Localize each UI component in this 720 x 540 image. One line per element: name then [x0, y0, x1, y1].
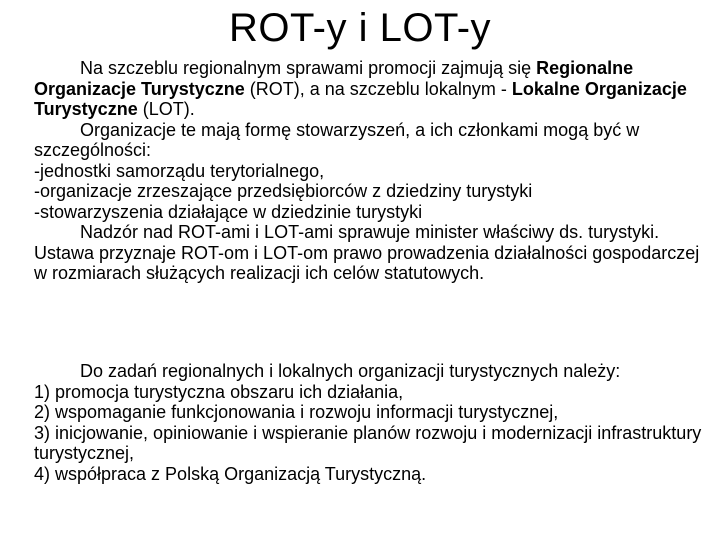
content-block-organizations [34, 58, 714, 284]
list-item: 4) współpraca z Polską Organizacją Turystyczną. [34, 463, 427, 484]
content-block-tasks [34, 361, 714, 484]
list-item: 1) promocja turystyczna obszaru ich działania, [34, 381, 404, 402]
list-item: -organizacje zrzeszające przedsiębiorców z dziedziny turystyki [34, 181, 533, 201]
intro-text-1: Na szczeblu regionalnym sprawami promocji zajmują się [80, 58, 537, 78]
term-rot: Regionalne Organizacje Turystyczne [34, 58, 634, 99]
paragraph-tasks-intro: Do zadań regionalnych i lokalnych organizacji turystycznych należy: [80, 361, 621, 381]
list-item: -jednostki samorządu terytorialnego, [34, 160, 325, 181]
list-item: -stowarzyszenia działające w dziedzinie turystyki [34, 201, 423, 222]
paragraph-supervision: Nadzór nad ROT-ami i LOT-ami sprawuje minister właściwy ds. turystyki. Ustawa przyznaje ROT-om i LOT-om prawo prowadzenia działalności gospodarczej w rozmiarach służących realizacji ich celów statutowych. [34, 222, 700, 283]
slide-title: ROT-y i LOT-y [228, 6, 492, 50]
paragraph-rot-lot-intro [34, 58, 714, 120]
list-item: 3) inicjowanie, opiniowanie i wspieranie planów rozwoju i modernizacji infrastruktury turystycznej, [34, 422, 702, 463]
paragraph-membership: Organizacje te mają formę stowarzyszeń, a ich członkami mogą być w szczególności: [34, 119, 640, 160]
list-item: 2) wspomaganie funkcjonowania i rozwoju informacji turystycznej, [34, 402, 559, 422]
intro-text-3: (LOT). [137, 99, 195, 119]
term-lot: Lokalne Organizacje Turystyczne [34, 78, 687, 119]
intro-text-2: (ROT), a na szczeblu lokalnym - [244, 78, 512, 99]
